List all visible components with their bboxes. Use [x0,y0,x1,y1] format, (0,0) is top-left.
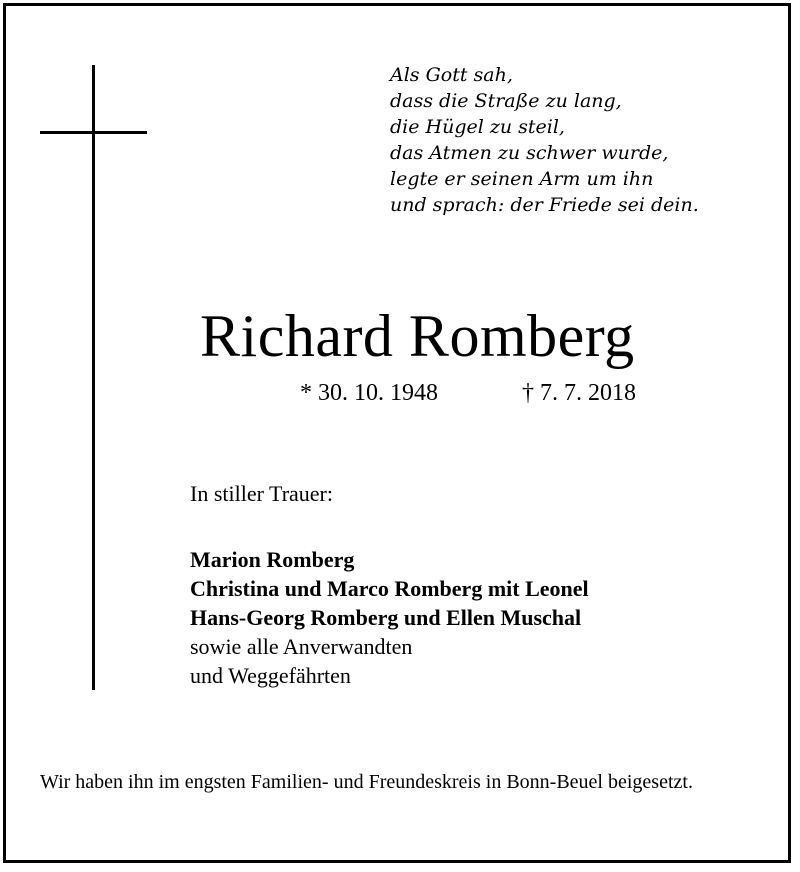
mourner-line: sowie alle Anverwandten [190,634,413,659]
death-date: † 7. 7. 2018 [522,380,636,406]
mourner-name: Marion Romberg [190,547,355,572]
memorial-poem [390,62,750,218]
birth-date: * 30. 10. 1948 [300,380,438,406]
burial-note: Wir haben ihn im engsten Familien- und Freundeskreis in Bonn-Beuel beigesetzt. [40,771,693,793]
mourners-list [190,545,589,690]
cross-icon-horizontal-bar [40,131,147,134]
deceased-name: Richard Romberg [200,303,635,369]
poem-line: dass die Straße zu lang, [390,90,622,112]
poem-line: und sprach: der Friede sei dein. [390,194,699,216]
mourner-line: und Weggefährten [190,663,351,688]
poem-line: Als Gott sah, [390,64,513,86]
poem-line: das Atmen zu schwer wurde, [390,142,669,164]
mourner-name: Christina und Marco Romberg mit Leonel [190,576,589,601]
poem-line: die Hügel zu steil, [390,116,565,138]
poem-line: legte er seinen Arm um ihn [390,168,654,190]
mourning-intro: In stiller Trauer: [190,481,333,506]
cross-icon-vertical-bar [92,65,95,690]
mourner-name: Hans-Georg Romberg und Ellen Muschal [190,605,582,630]
